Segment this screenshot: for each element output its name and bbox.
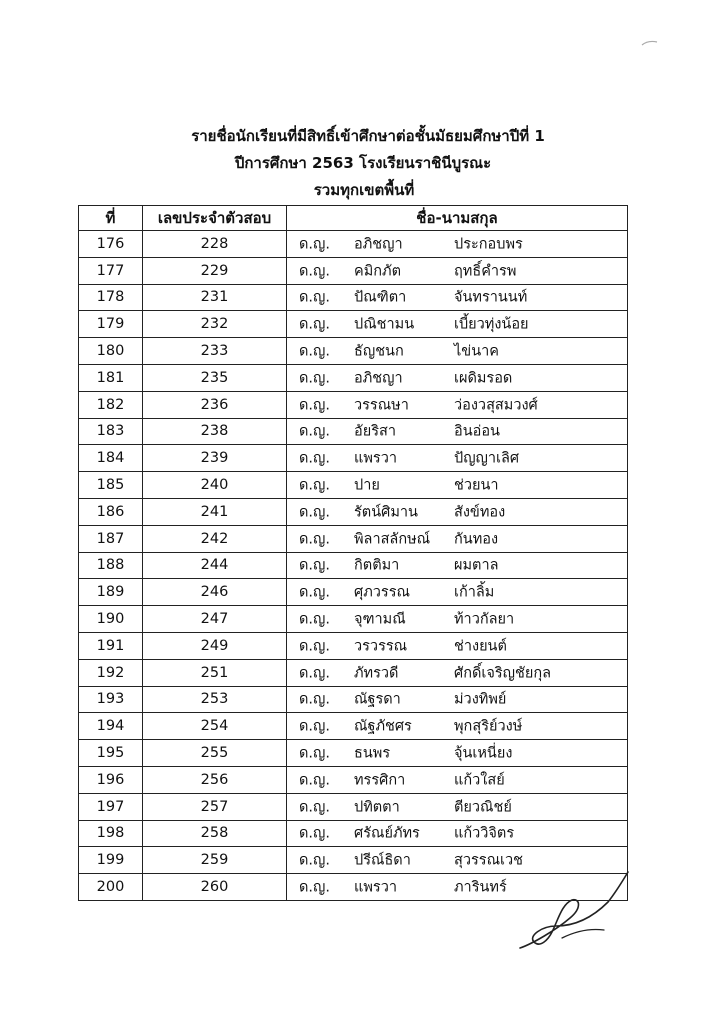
row-first-name: รัตน์ศิมาน <box>354 504 418 521</box>
table-row <box>79 391 628 418</box>
row-last-name: จุ้นเหนี่ยง <box>454 745 513 762</box>
table-row <box>79 338 628 365</box>
row-first-name: วรวรรณ <box>354 638 408 655</box>
row-full-name <box>287 766 628 793</box>
row-last-name: อินอ่อน <box>454 423 500 440</box>
row-name-prefix: ด.ญ. <box>299 531 330 548</box>
row-name-prefix: ด.ญ. <box>299 397 330 414</box>
row-full-name <box>287 686 628 713</box>
row-exam-id: 260 <box>143 874 287 901</box>
table-row <box>79 552 628 579</box>
column-header-name: ชื่อ-นามสกุล <box>287 206 628 231</box>
row-last-name: จันทรานนท์ <box>454 289 528 306</box>
row-full-name <box>287 659 628 686</box>
table-row <box>79 659 628 686</box>
row-number: 192 <box>79 659 143 686</box>
row-first-name: ณัฐภัชศร <box>354 718 412 735</box>
row-exam-id: 255 <box>143 740 287 767</box>
row-full-name <box>287 445 628 472</box>
row-full-name <box>287 284 628 311</box>
table-row <box>79 820 628 847</box>
row-number: 195 <box>79 740 143 767</box>
row-full-name <box>287 472 628 499</box>
row-number: 185 <box>79 472 143 499</box>
row-exam-id: 232 <box>143 311 287 338</box>
row-last-name: ภารินทร์ <box>454 879 507 896</box>
row-number: 198 <box>79 820 143 847</box>
header-school-year: ปีการศึกษา 2563 โรงเรียนราชินีบูรณะ <box>234 154 492 172</box>
row-first-name: ปัณฑิตา <box>354 289 407 306</box>
table-row <box>79 606 628 633</box>
row-first-name: อภิชญา <box>354 236 403 253</box>
row-name-prefix: ด.ญ. <box>299 504 330 521</box>
row-exam-id: 229 <box>143 257 287 284</box>
row-exam-id: 253 <box>143 686 287 713</box>
row-exam-id: 249 <box>143 632 287 659</box>
row-name-prefix: ด.ญ. <box>299 879 330 896</box>
row-last-name: ฤทธิ์คำรพ <box>454 263 517 280</box>
row-first-name: แพรวา <box>354 879 397 896</box>
row-first-name: ณัฐรดา <box>354 691 401 708</box>
row-first-name: อภิชญา <box>354 370 403 387</box>
table-header-row <box>79 206 628 231</box>
row-number: 199 <box>79 847 143 874</box>
row-name-prefix: ด.ญ. <box>299 450 330 467</box>
column-header-no: ที่ <box>79 206 143 231</box>
row-number: 188 <box>79 552 143 579</box>
row-full-name <box>287 606 628 633</box>
row-full-name <box>287 498 628 525</box>
row-exam-id: 239 <box>143 445 287 472</box>
row-full-name <box>287 391 628 418</box>
row-first-name: พิลาสลักษณ์ <box>354 531 431 548</box>
handwritten-signature <box>512 868 632 958</box>
table-row <box>79 445 628 472</box>
row-last-name: แก้ววิจิตร <box>454 825 515 842</box>
row-first-name: ศรัณย์ภัทร <box>354 825 420 842</box>
table-row <box>79 472 628 499</box>
row-first-name: ปทิตตา <box>354 799 400 816</box>
row-number: 179 <box>79 311 143 338</box>
row-name-prefix: ด.ญ. <box>299 745 330 762</box>
row-last-name: ช่วยนา <box>454 477 499 494</box>
table-row <box>79 632 628 659</box>
row-exam-id: 251 <box>143 659 287 686</box>
row-number: 191 <box>79 632 143 659</box>
row-number: 200 <box>79 874 143 901</box>
table-row <box>79 231 628 258</box>
row-exam-id: 257 <box>143 793 287 820</box>
table-row <box>79 311 628 338</box>
row-number: 177 <box>79 257 143 284</box>
table-row <box>79 766 628 793</box>
column-header-exam-id: เลขประจำตัวสอบ <box>143 206 287 231</box>
row-exam-id: 244 <box>143 552 287 579</box>
row-number: 190 <box>79 606 143 633</box>
header-title: รายชื่อนักเรียนที่มีสิทธิ์เข้าศึกษาต่อชั้นมัธยมศึกษาปีที่ 1 <box>191 127 545 145</box>
row-last-name: สุวรรณเวช <box>454 852 523 869</box>
table-row <box>79 525 628 552</box>
row-number: 186 <box>79 498 143 525</box>
table-row <box>79 498 628 525</box>
row-name-prefix: ด.ญ. <box>299 289 330 306</box>
table-row <box>79 418 628 445</box>
row-last-name: สังข์ทอง <box>454 504 506 521</box>
row-number: 187 <box>79 525 143 552</box>
row-number: 189 <box>79 579 143 606</box>
row-full-name <box>287 740 628 767</box>
table-row <box>79 793 628 820</box>
header-subtitle: รวมทุกเขตพื้นที่ <box>313 181 415 199</box>
row-exam-id: 240 <box>143 472 287 499</box>
table-row <box>79 257 628 284</box>
row-name-prefix: ด.ญ. <box>299 665 330 682</box>
row-first-name: ปรีณ์ธิดา <box>354 852 411 869</box>
row-full-name <box>287 632 628 659</box>
row-first-name: ทรรศิกา <box>354 772 406 789</box>
row-last-name: ประกอบพร <box>454 236 523 253</box>
row-name-prefix: ด.ญ. <box>299 423 330 440</box>
row-full-name <box>287 257 628 284</box>
row-name-prefix: ด.ญ. <box>299 638 330 655</box>
row-full-name <box>287 231 628 258</box>
row-full-name <box>287 338 628 365</box>
row-exam-id: 235 <box>143 364 287 391</box>
row-name-prefix: ด.ญ. <box>299 611 330 628</box>
row-name-prefix: ด.ญ. <box>299 691 330 708</box>
row-name-prefix: ด.ญ. <box>299 852 330 869</box>
table-row <box>79 686 628 713</box>
row-first-name: จุฑามณี <box>354 611 406 628</box>
row-name-prefix: ด.ญ. <box>299 236 330 253</box>
row-name-prefix: ด.ญ. <box>299 343 330 360</box>
row-name-prefix: ด.ญ. <box>299 825 330 842</box>
table-row <box>79 740 628 767</box>
row-first-name: ปณิชามน <box>354 316 415 333</box>
row-number: 197 <box>79 793 143 820</box>
row-number: 196 <box>79 766 143 793</box>
row-first-name: วรรณษา <box>354 397 409 414</box>
table-row <box>79 579 628 606</box>
row-first-name: ธนพร <box>354 745 391 762</box>
row-number: 183 <box>79 418 143 445</box>
row-full-name <box>287 311 628 338</box>
row-first-name: แพรวา <box>354 450 397 467</box>
row-last-name: ช่างยนต์ <box>454 638 507 655</box>
row-last-name: แก้วใสย์ <box>454 772 505 789</box>
row-number: 194 <box>79 713 143 740</box>
row-name-prefix: ด.ญ. <box>299 477 330 494</box>
row-name-prefix: ด.ญ. <box>299 772 330 789</box>
row-name-prefix: ด.ญ. <box>299 718 330 735</box>
row-name-prefix: ด.ญ. <box>299 316 330 333</box>
row-full-name <box>287 579 628 606</box>
row-first-name: ศุภวรรณ <box>354 584 410 601</box>
row-name-prefix: ด.ญ. <box>299 799 330 816</box>
row-full-name <box>287 820 628 847</box>
row-exam-id: 236 <box>143 391 287 418</box>
row-number: 184 <box>79 445 143 472</box>
row-last-name: ผมตาล <box>454 557 499 574</box>
row-exam-id: 233 <box>143 338 287 365</box>
row-name-prefix: ด.ญ. <box>299 263 330 280</box>
row-number: 182 <box>79 391 143 418</box>
row-full-name <box>287 364 628 391</box>
student-table <box>78 205 628 901</box>
row-last-name: ว่องวสุสมวงศ์ <box>454 397 538 414</box>
scan-mark-icon <box>640 38 660 48</box>
row-name-prefix: ด.ญ. <box>299 370 330 387</box>
row-exam-id: 259 <box>143 847 287 874</box>
row-first-name: คมิกภัต <box>354 263 402 280</box>
row-exam-id: 242 <box>143 525 287 552</box>
row-exam-id: 238 <box>143 418 287 445</box>
row-last-name: ตียวณิชย์ <box>454 799 512 816</box>
row-number: 178 <box>79 284 143 311</box>
row-last-name: ศักดิ์เจริญชัยกุล <box>454 665 551 682</box>
row-exam-id: 256 <box>143 766 287 793</box>
row-last-name: ไข่นาค <box>454 343 499 360</box>
table-row <box>79 364 628 391</box>
row-number: 176 <box>79 231 143 258</box>
row-exam-id: 247 <box>143 606 287 633</box>
row-number: 180 <box>79 338 143 365</box>
table-body <box>79 231 628 901</box>
row-name-prefix: ด.ญ. <box>299 584 330 601</box>
row-full-name <box>287 552 628 579</box>
row-last-name: ท้าวกัลยา <box>454 611 515 628</box>
table-row <box>79 713 628 740</box>
row-exam-id: 258 <box>143 820 287 847</box>
row-exam-id: 246 <box>143 579 287 606</box>
row-first-name: ปาย <box>354 477 380 494</box>
row-number: 193 <box>79 686 143 713</box>
row-full-name <box>287 525 628 552</box>
row-last-name: ม่วงทิพย์ <box>454 691 507 708</box>
document-header <box>0 123 724 204</box>
row-name-prefix: ด.ญ. <box>299 557 330 574</box>
row-exam-id: 241 <box>143 498 287 525</box>
row-exam-id: 228 <box>143 231 287 258</box>
row-exam-id: 231 <box>143 284 287 311</box>
row-last-name: กันทอง <box>454 531 499 548</box>
row-exam-id: 254 <box>143 713 287 740</box>
row-last-name: เผดิมรอด <box>454 370 513 387</box>
row-last-name: พุกสุริย์วงษ์ <box>454 718 523 735</box>
row-full-name <box>287 713 628 740</box>
row-last-name: ปัญญาเลิศ <box>454 450 520 467</box>
row-full-name <box>287 418 628 445</box>
row-first-name: อัยริสา <box>354 423 396 440</box>
row-last-name: เก้าลิ้ม <box>454 584 495 601</box>
row-full-name <box>287 793 628 820</box>
row-number: 181 <box>79 364 143 391</box>
row-last-name: เบี้ยวทุ่งน้อย <box>454 316 529 333</box>
table-row <box>79 284 628 311</box>
row-first-name: ภัทรวดี <box>354 665 399 682</box>
row-first-name: กิตติมา <box>354 557 400 574</box>
row-first-name: ธัญชนก <box>354 343 404 360</box>
